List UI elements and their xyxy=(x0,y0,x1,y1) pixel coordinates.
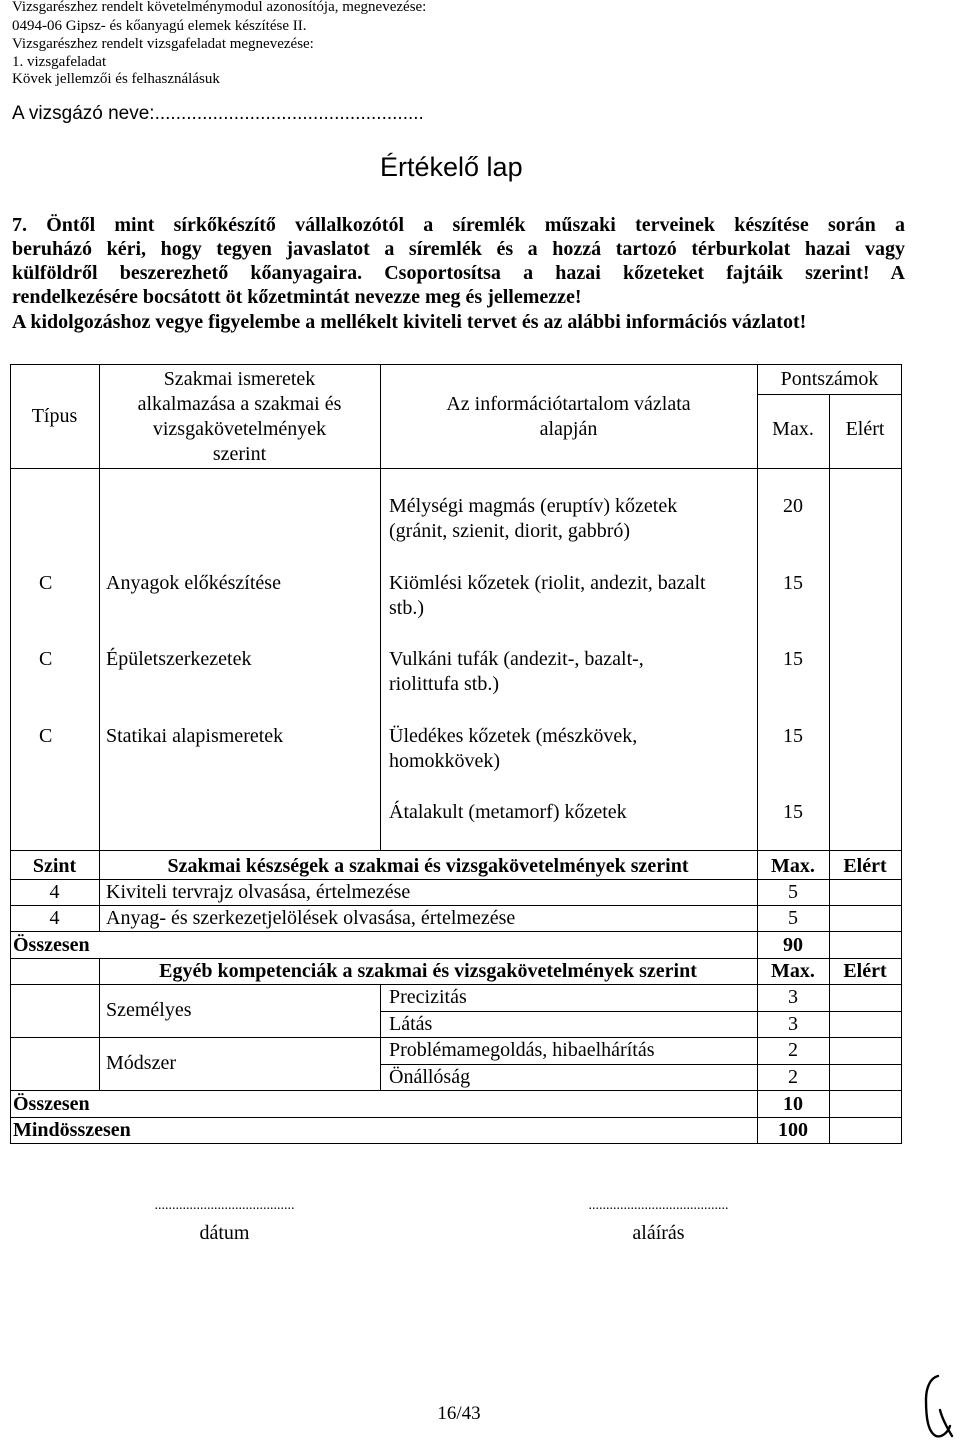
info-text: riolittufa stb.) xyxy=(389,673,499,695)
max-value: 15 xyxy=(783,572,803,594)
max-value: 5 xyxy=(788,907,798,929)
col-header-elert: Elért xyxy=(843,960,887,982)
skill-value: Anyagok előkészítése xyxy=(106,572,281,594)
col-header-skill: szerint xyxy=(212,443,267,465)
task-line: rendelkezésére bocsátott öt kőzetmintát nevezze meg és jellemezze! xyxy=(12,286,582,308)
total-value: 90 xyxy=(783,934,803,956)
col-header-max: Max. xyxy=(771,855,815,877)
max-value: 15 xyxy=(783,801,803,823)
info-text: Üledékes kőzetek (mészkövek, xyxy=(389,725,638,747)
group-name: Személyes xyxy=(106,999,192,1021)
date-label: dátum xyxy=(199,1222,250,1244)
col-header-skill: vizsgakövetelmények xyxy=(152,418,327,440)
col-header-pontszamok: Pontszámok xyxy=(780,368,879,390)
info-text: (gránit, szienit, diorit, gabbró) xyxy=(389,520,631,542)
tipus-value: C xyxy=(39,648,53,670)
skill-value: Statikai alapismeretek xyxy=(106,725,284,747)
tipus-value: C xyxy=(39,572,53,594)
info-text: homokkövek) xyxy=(389,750,501,772)
col-header-szint: Szint xyxy=(32,855,77,877)
max-value: 15 xyxy=(783,725,803,747)
col-header-max: Max. xyxy=(772,418,814,440)
grand-total-value: 100 xyxy=(778,1119,808,1141)
task-line: külföldről beszerezhető kőanyagaira. Csoportosítsa a hazai kőzeteket fajtáik szerint! A xyxy=(12,262,905,284)
competency-text: Precizitás xyxy=(389,986,467,1008)
skill-text: Anyag- és szerkezetjelölések olvasása, értelmezése xyxy=(106,907,516,929)
competency-text: Problémamegoldás, hibaelhárítás xyxy=(389,1039,655,1061)
max-value: 5 xyxy=(788,881,798,903)
max-value: 15 xyxy=(783,648,803,670)
signature-label: aláírás xyxy=(632,1222,685,1244)
skill-text: Kiviteli tervrajz olvasása, értelmezése xyxy=(106,881,411,903)
total-value: 10 xyxy=(783,1093,803,1115)
szint-value: 4 xyxy=(49,907,60,929)
max-value: 20 xyxy=(783,495,803,517)
initials-signature xyxy=(918,1370,958,1442)
page-number: 16/43 xyxy=(437,1403,481,1424)
max-value: 2 xyxy=(788,1066,798,1088)
header-line: Kövek jellemzői és felhasználásuk xyxy=(12,71,220,87)
col-header-competencies: Egyéb kompetenciák a szakmai és vizsgakövetelmények szerint xyxy=(159,960,697,982)
group-name: Módszer xyxy=(106,1052,176,1074)
signature-dots: ........................................ xyxy=(588,1198,729,1213)
competency-text: Önállóság xyxy=(389,1066,471,1088)
col-header-skill: alkalmazása a szakmai és xyxy=(137,393,342,415)
info-text: Mélységi magmás (eruptív) kőzetek xyxy=(389,495,678,517)
grand-total-label: Mindösszesen xyxy=(13,1119,131,1141)
col-header-elert: Elért xyxy=(845,418,885,440)
task-line: beruházó kéri, hogy tegyen javaslatot a síremlék és a hozzá tartozó térburkolat hazai vagy xyxy=(12,238,905,260)
col-header-skill: Szakmai ismeretek xyxy=(163,368,316,390)
max-value: 3 xyxy=(788,986,798,1008)
col-header-tipus: Típus xyxy=(31,405,78,427)
skill-value: Épületszerkezetek xyxy=(106,648,252,670)
task-line: 7. Öntől mint sírkőkészítő vállalkozótól a síremlék műszaki terveinek készítése során a xyxy=(12,214,905,236)
header-line: 0494-06 Gipsz- és kőanyagú elemek készítése II. xyxy=(12,18,307,34)
info-text: stb.) xyxy=(389,597,424,619)
col-header-max: Max. xyxy=(771,960,815,982)
total-label: Összesen xyxy=(13,934,90,956)
szint-value: 4 xyxy=(49,881,60,903)
max-value: 2 xyxy=(788,1039,798,1061)
tipus-value: C xyxy=(39,725,53,747)
info-text: Átalakult (metamorf) kőzetek xyxy=(389,801,627,823)
header-line: Vizsgarészhez rendelt vizsgafeladat megnevezése: xyxy=(12,36,314,52)
page-title: Értékelő lap xyxy=(380,152,523,182)
candidate-name-field: A vizsgázó neve:................................................... xyxy=(12,103,424,124)
header-line: Vizsgarészhez rendelt követelménymodul azonosítója, megnevezése: xyxy=(12,0,427,15)
info-text: Kiömlési kőzetek (riolit, andezit, bazalt xyxy=(389,572,706,594)
info-text: Vulkáni tufák (andezit-, bazalt-, xyxy=(389,648,644,670)
col-header-elert: Elért xyxy=(843,855,887,877)
col-header-info: alapján xyxy=(539,418,598,440)
col-header-skills: Szakmai készségek a szakmai és vizsgakövetelmények szerint xyxy=(167,855,689,877)
total-label: Összesen xyxy=(13,1093,90,1115)
competency-text: Látás xyxy=(389,1013,433,1035)
max-value: 3 xyxy=(788,1013,798,1035)
header-line: 1. vizsgafeladat xyxy=(12,54,107,70)
task-line: A kidolgozáshoz vegye figyelembe a mellékelt kiviteli tervet és az alábbi információs vázlatot! xyxy=(12,311,807,333)
col-header-info: Az információtartalom vázlata xyxy=(446,393,691,415)
date-dots: ........................................ xyxy=(154,1198,295,1213)
